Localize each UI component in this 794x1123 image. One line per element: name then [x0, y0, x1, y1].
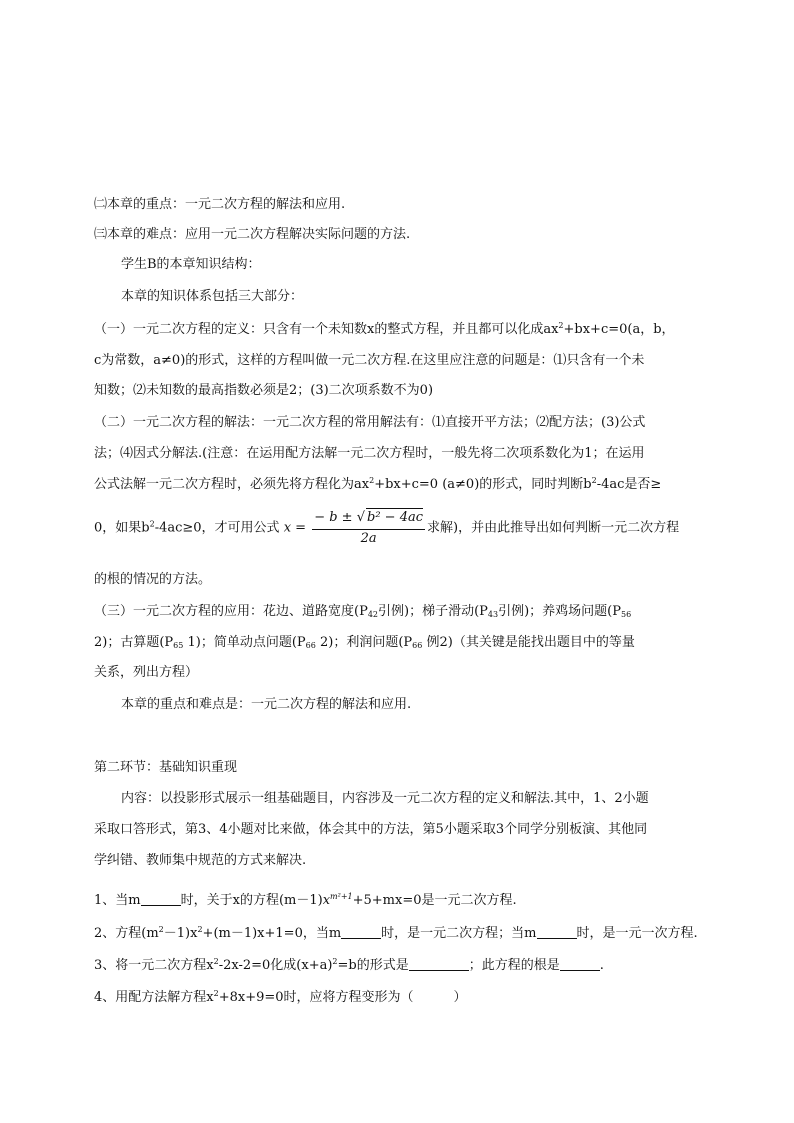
- part1-line1: （一）一元二次方程的定义：只含有一个未知数x的整式方程，并且都可以化成$ax^2+bx+c=0(a$，b，: [94, 321, 675, 337]
- question-1: 1、当m 时，关于x的方程$(m-1)x^{m^2+1}+5+mx=0$是一元二次方程.: [94, 892, 517, 908]
- answer-blank[interactable]: [537, 926, 577, 939]
- formula-numerator: − b ± √ b² − 4ac: [312, 508, 425, 530]
- question-4: 4、用配方法解方程$x^2+8x+9=0$时，应将方程变形为（ ）: [94, 989, 467, 1005]
- question-3: 3、将一元二次方程$x^2-2x-2=0$化成$(x+a)^2=b$的形式是 ；此方程的根是 .: [94, 957, 604, 973]
- part1-line3: 知数；⑵未知数的最高指数必须是2；(3)二次项系数不为0): [94, 383, 434, 398]
- content-line3: 学纠错、教师集中规范的方式来解决.: [94, 853, 307, 868]
- summary-line: 本章的重点和难点是：一元二次方程的解法和应用.: [121, 697, 412, 712]
- part2-line2: 法；⑷因式分解法.(注意：在运用配方法解一元二次方程时，一般先将二次项系数化为1；在运用: [94, 446, 645, 461]
- student-b-line: 学生B的本章知识结构：: [121, 257, 261, 272]
- answer-blank[interactable]: [141, 893, 181, 906]
- section-heading: 第二环节：基础知识重现: [94, 760, 238, 775]
- question-2: 2、方程$(m^2-1)x^2+(m-1)x+1=0$，当m 时，是一元二次方程；当m 时，是一元一次方程.: [94, 925, 698, 941]
- content-line2: 采取口答形式，第3、4小题对比来做，体会其中的方法，第5小题采取3个同学分别板演、其他同: [94, 822, 648, 837]
- answer-blank[interactable]: [409, 958, 469, 971]
- part2-line1: （二）一元二次方程的解法：一元二次方程的常用解法有：⑴直接开平方法；⑵配方法；(3)公式: [94, 415, 646, 430]
- quadratic-formula: [312, 508, 425, 548]
- part2-line4: 0，如果$b^2-4ac\ge 0$，才可用公式 x = $\frac{\text{− b ± √ b² − 4ac}}{2a}$ 求解)，并由此推导出如何判断一元二次方程: [94, 510, 680, 546]
- key-point-line: ㈡本章的重点：一元二次方程的解法和应用.: [94, 197, 346, 212]
- part3-line1: （三）一元二次方程的应用：花边、道路宽度($P_{42}$引例)；梯子滑动($P_{43}$引例)；养鸡场问题($P_{56}$: [94, 604, 632, 619]
- formula-denominator: 2a: [360, 531, 377, 546]
- formula-equals: =: [291, 520, 311, 536]
- system-intro-line: 本章的知识体系包括三大部分：: [121, 289, 304, 304]
- answer-blank[interactable]: [560, 958, 600, 971]
- part3-line2: 2)；古算题($P_{65}$ 1)；简单动点问题($P_{66}$ 2)；利润问题($P_{66}$ 例2)（其关键是能找出题目中的等量: [94, 635, 635, 650]
- part2-line3: 公式法解一元二次方程时，必须先将方程化为$ax^2+bx+c=0$ (a≠0)的形式，同时判断$b^2-4ac$是否≥: [94, 476, 662, 492]
- answer-blank[interactable]: [341, 926, 381, 939]
- difficulty-line: ㈢本章的难点：应用一元二次方程解决实际问题的方法.: [94, 227, 411, 242]
- formula-radicand: b² − 4ac: [367, 510, 424, 525]
- part2-line5: 的根的情况的方法。: [94, 572, 212, 587]
- formula-x: x: [283, 520, 292, 536]
- content-line1: 内容：以投影形式展示一组基础题目，内容涉及一元二次方程的定义和解法.其中，1、2小题: [121, 791, 649, 806]
- part3-line3: 关系，列出方程）: [94, 665, 199, 680]
- part1-line2: c为常数，a≠0)的形式，这样的方程叫做一元二次方程.在这里应注意的问题是：⑴只含有一个未: [94, 353, 645, 368]
